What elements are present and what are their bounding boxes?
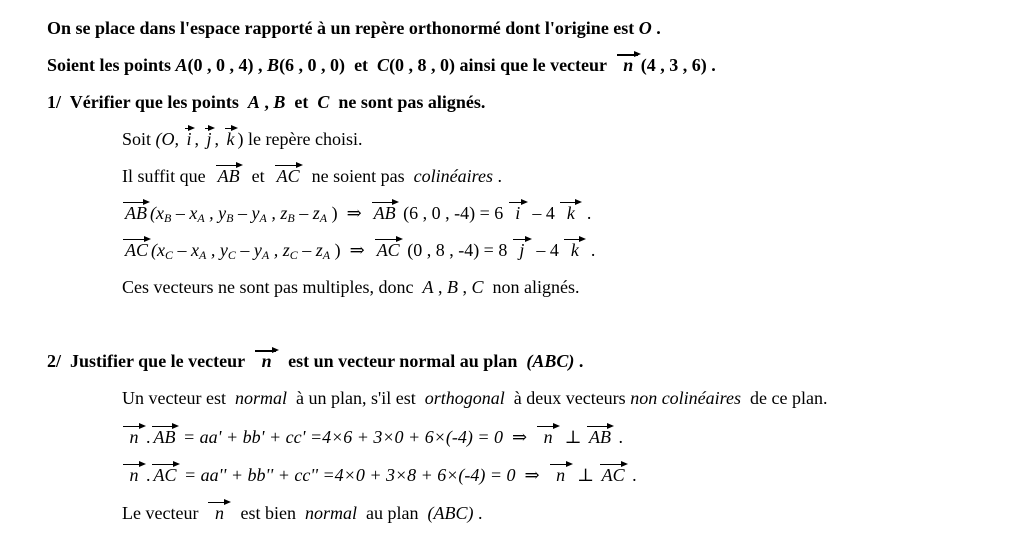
final-lead: Le vecteur — [122, 503, 199, 523]
q1-A: A — [247, 92, 260, 112]
point-A-coords: (0 , 0 , 4) , — [187, 55, 263, 75]
q2-title-end: est un vecteur normal au plan — [288, 351, 518, 371]
q2-conclusion: Le vecteur n est bien normal au plan (ABC) . — [122, 503, 483, 523]
dot-ab-line: n . AB = aa' + bb' + cc' =4×6 + 3×0 + 6×(-4) = 0 ⇒ n ⊥ AB . — [122, 426, 623, 448]
dot-ac-n-2: n — [549, 464, 573, 486]
minus4-ac: – 4 — [536, 240, 559, 260]
ac-formula-line: AC ($x_C - x_A$ , $y_C - y_A$ , $z_C - z_A$ ) ⇒ AC (0 , 8 , -4) = 8 j – 4 k . — [122, 239, 595, 261]
point-B-coords: (6 , 0 , 0) — [279, 55, 346, 75]
vector-j: j — [204, 128, 215, 150]
ab-result: (6 , 0 , -4) = 6 — [403, 203, 504, 223]
et-text: et — [251, 166, 265, 186]
vector-i: i — [184, 128, 195, 150]
origin-label: O — [638, 18, 652, 38]
vector-AB-result: AB — [371, 202, 399, 224]
vector-k-3: k — [563, 239, 586, 261]
conclusion-end: non alignés. — [492, 277, 580, 297]
suffit-line: Il suffit que AB et AC ne soient pas colinéaires . — [122, 166, 502, 186]
final-vector-n: n — [207, 502, 231, 524]
q2-plane: (ABC) — [526, 351, 575, 371]
dot-ac-n: n — [122, 464, 146, 486]
vector-k: k — [224, 128, 238, 150]
minus4-ab: – 4 — [532, 203, 555, 223]
dot-ac-AC: AC — [151, 464, 180, 486]
perp-ac: ⊥ — [577, 465, 595, 485]
q1-title-end: ne sont pas alignés. — [338, 92, 486, 112]
dot-ab-AB-2: AB — [586, 426, 614, 448]
vector-k-2: k — [559, 202, 582, 224]
conclusion-C: C — [471, 277, 484, 297]
vector-AB-formula: AB — [122, 202, 150, 224]
q1-and: et — [294, 92, 309, 112]
final-end: au plan — [365, 503, 419, 523]
q2-number: 2/ — [47, 351, 62, 371]
q1-B: B — [273, 92, 286, 112]
points-lead: Soient les points — [47, 55, 172, 75]
q1-conclusion: Ces vecteurs ne sont pas multiples, donc A , B , C non alignés. — [122, 277, 580, 297]
ab-formula-line: AB ($x_B - x_A$ , $y_B - y_A$ , $z_B - z_A$ ) ⇒ AB (6 , 0 , -4) = 6 i – 4 k . — [122, 202, 591, 224]
q1-C: C — [317, 92, 330, 112]
dot-ab-n: n — [122, 426, 146, 448]
def-mid2: à deux vecteurs — [513, 388, 626, 408]
vector-AB: AB — [215, 165, 243, 187]
def-mid: à un plan, s'il est — [295, 388, 416, 408]
dot-ab-AB: AB — [151, 426, 179, 448]
vector-j-2: j — [512, 239, 532, 261]
perp-ab: ⊥ — [564, 427, 582, 447]
point-A: A — [175, 55, 188, 75]
conclusion-lead: Ces vecteurs ne sont pas multiples, donc — [122, 277, 414, 297]
q1-title-text: Vérifier que les points — [69, 92, 239, 112]
intro-text: On se place dans l'espace rapporté à un repère orthonormé dont l'origine est — [47, 18, 635, 38]
def-non-col: non colinéaires — [630, 388, 741, 408]
q2-title-text: Justifier que le vecteur — [70, 351, 246, 371]
vector-i-2: i — [508, 202, 528, 224]
dot-ab-n-2: n — [536, 426, 560, 448]
intro-line-1: On se place dans l'espace rapporté à un repère orthonormé dont l'origine est O . — [47, 18, 661, 38]
point-C: C — [377, 55, 390, 75]
final-normal: normal — [304, 503, 357, 523]
dot-ab-formula: = aa' + bb' + cc' =4×6 + 3×0 + 6×(-4) = 0 — [183, 427, 503, 447]
repere-line: Soit (O, i , j , k ) le repère choisi. — [122, 129, 363, 149]
vector-n-coords: (4 , 3 , 6) . — [640, 55, 716, 75]
q2-title: 2/ Justifier que le vecteur n est un vecteur normal au plan (ABC) . — [47, 351, 584, 371]
vector-AC-formula: AC — [122, 239, 151, 261]
final-mid: est bien — [240, 503, 296, 523]
soit-text: Soit — [122, 129, 152, 149]
point-B: B — [267, 55, 280, 75]
vector-AC: AC — [274, 165, 303, 187]
q1-title: 1/ Vérifier que les points A , B et C ne sont pas alignés. — [47, 92, 486, 112]
vector-AC-result: AC — [374, 239, 403, 261]
colineaires-text: colinéaires — [413, 166, 493, 186]
repere-end: ) le repère choisi. — [237, 129, 363, 149]
conclusion-A: A — [422, 277, 434, 297]
conclusion-B: B — [446, 277, 458, 297]
intro-line-2 — [47, 54, 716, 76]
dot-ac-line: n . AC = aa'' + bb'' + cc'' =4×0 + 3×8 + 6×(-4) = 0 ⇒ n ⊥ AC . — [122, 464, 637, 486]
suffit-text: Il suffit que — [122, 166, 206, 186]
dot-ac-AC-2: AC — [599, 464, 628, 486]
and-text: et — [354, 55, 369, 75]
q2-vector-n: n — [254, 350, 279, 372]
repere-origin: (O, — [155, 129, 180, 149]
def-end: de ce plan. — [750, 388, 828, 408]
vector-n: n — [616, 54, 641, 76]
point-C-coords: (0 , 8 , 0) ainsi que le vecteur — [389, 55, 607, 75]
dot-ac-formula: = aa'' + bb'' + cc'' =4×0 + 3×8 + 6×(-4) = 0 — [184, 465, 516, 485]
final-plane: (ABC) — [427, 503, 474, 523]
pas-col-text: ne soient pas — [311, 166, 405, 186]
def-orthogonal: orthogonal — [424, 388, 505, 408]
q2-definition — [122, 387, 827, 409]
q1-number: 1/ — [47, 92, 62, 112]
ac-result: (0 , 8 , -4) = 8 — [407, 240, 508, 260]
def-normal: normal — [234, 388, 287, 408]
def-lead: Un vecteur est — [122, 388, 226, 408]
